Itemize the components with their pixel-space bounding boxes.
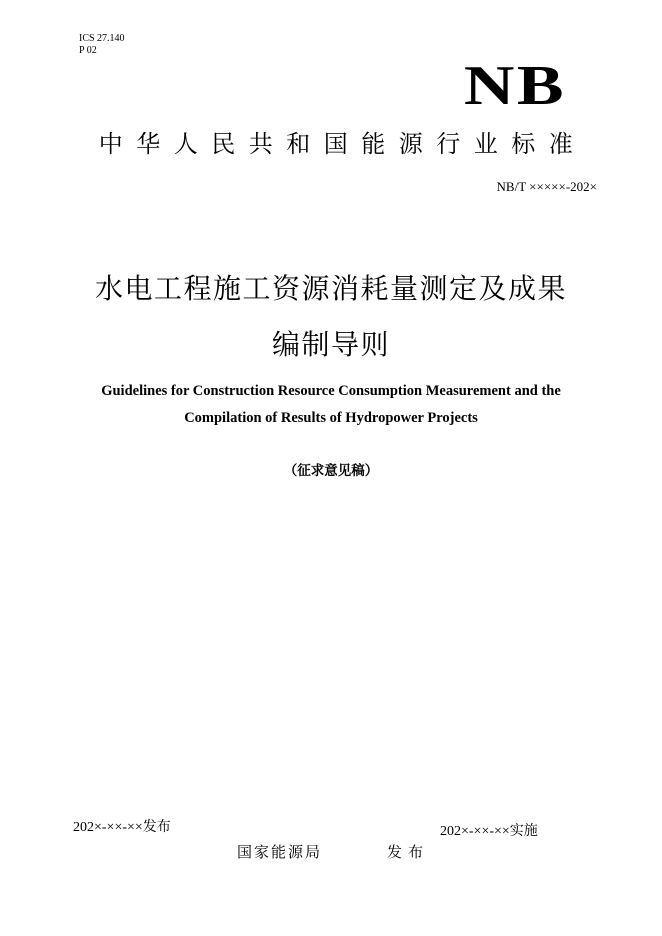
implement-date: 202×-××-××实施 bbox=[440, 824, 538, 839]
classification-codes bbox=[79, 33, 125, 57]
standard-number: NB/T ×××××-202× bbox=[496, 179, 597, 194]
issuing-authority: 国家能源局 bbox=[237, 843, 323, 861]
title-cn-line2: 编制导则 bbox=[271, 328, 390, 361]
title-en-line1: Guidelines for Construction Resource Consumption Measurement and the bbox=[101, 383, 561, 399]
ccs-code: P 02 bbox=[79, 45, 97, 56]
draft-status: （征求意见稿） bbox=[283, 463, 379, 479]
publish-label: 发布 bbox=[387, 843, 430, 861]
nb-logo: NB bbox=[463, 55, 567, 117]
standard-category: 中华人民共和国能源行业标准 bbox=[98, 130, 587, 158]
title-cn-line1: 水电工程施工资源消耗量测定及成果 bbox=[94, 272, 567, 305]
issue-date: 202×-××-××发布 bbox=[73, 820, 171, 835]
title-en-line2: Compilation of Results of Hydropower Projects bbox=[184, 410, 478, 426]
ics-code: ICS 27.140 bbox=[79, 33, 125, 44]
